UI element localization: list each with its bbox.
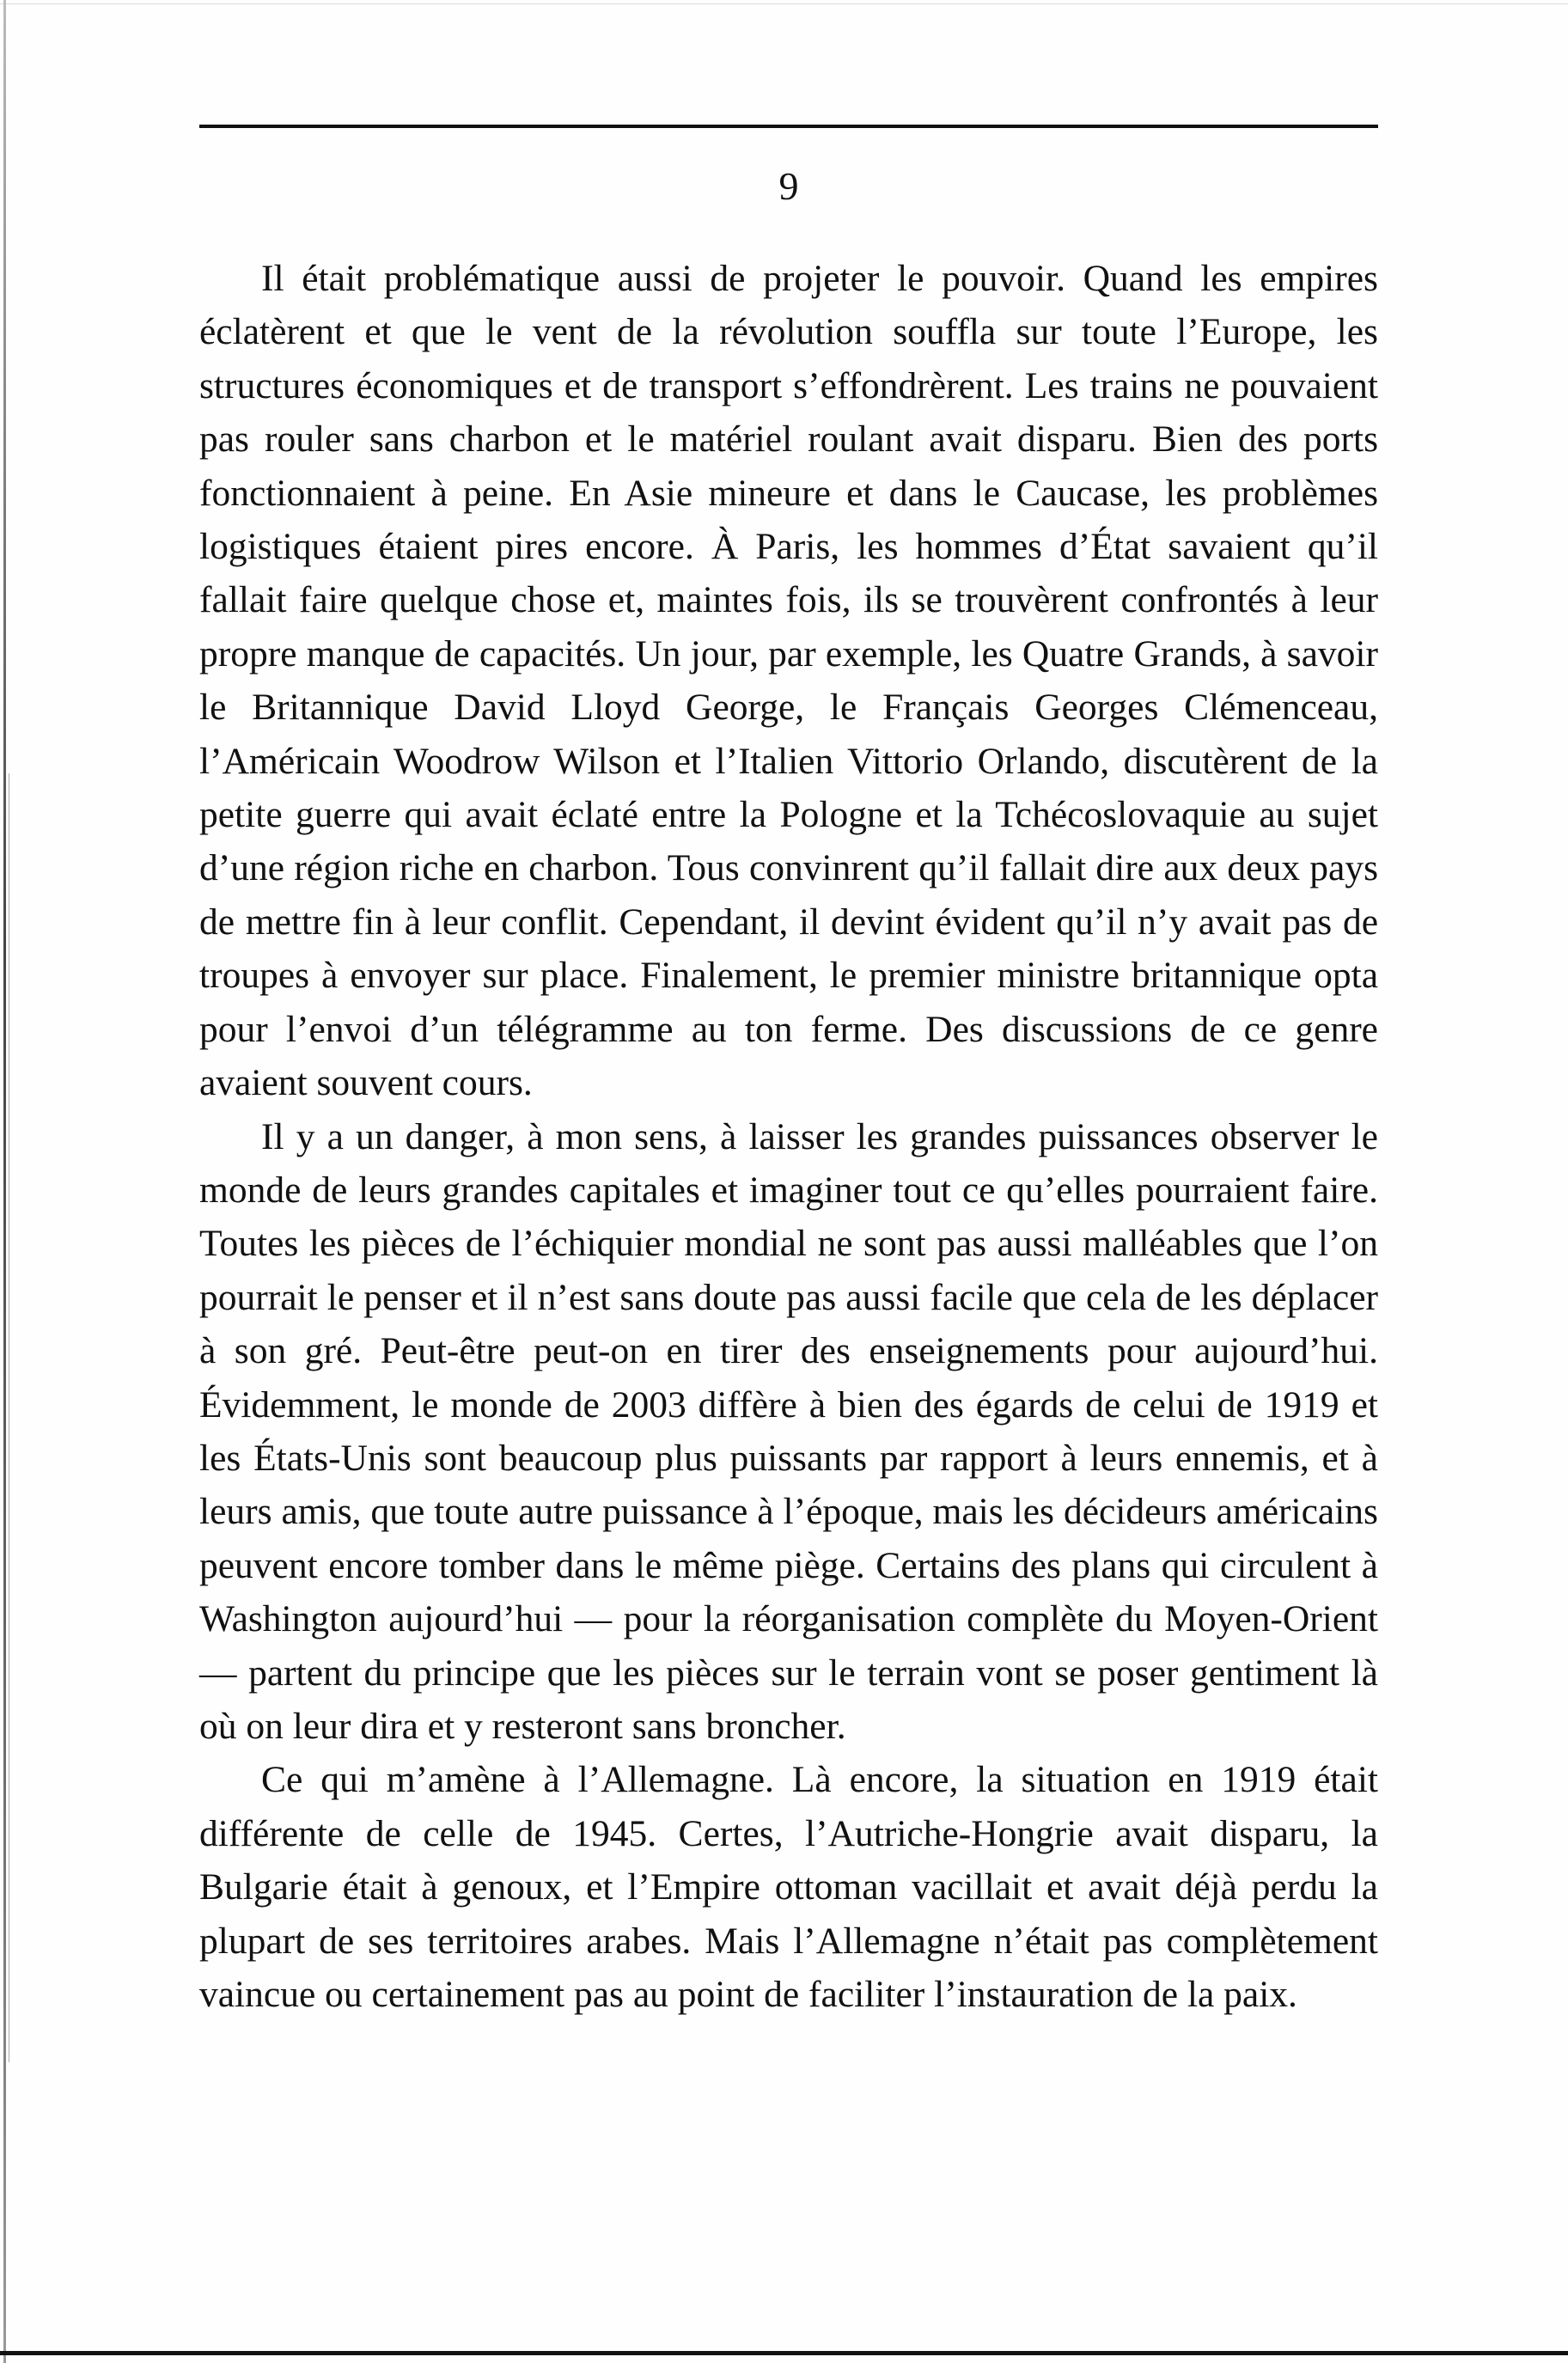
scan-binding-edge bbox=[3, 0, 6, 2363]
body-text bbox=[199, 252, 1378, 2021]
header-rule bbox=[199, 125, 1378, 128]
scan-bottom-edge bbox=[0, 2351, 1568, 2355]
paragraph-1: Il était problématique aussi de projeter le pouvoir. Quand les empires éclatèrent et que le vent de la révolution souffla sur toute l’Europe, les structures économiques et de transport s’effondrèrent. Les trains ne pouvaient pas rouler sans charbon et le matériel roulant avait disparu. Bien des ports fonctionnaient à peine. En Asie mineure et dans le Caucase, les problèmes logistiques étaient pires encore. À Paris, les hommes d’État savaient qu’il fallait faire quelque chose et, maintes fois, ils se trouvèrent confrontés à leur propre manque de capacités. Un jour, par exemple, les Quatre Grands, à savoir le Britannique David Lloyd George, le Français Georges Clémenceau, l’Américain Woodrow Wilson et l’Italien Vittorio Orlando, discutèrent de la petite guerre qui avait éclaté entre la Pologne et la Tchécoslovaquie au sujet d’une région riche en charbon. Tous convinrent qu’il fallait dire aux deux pays de mettre fin à leur conflit. Cependant, il devint évident qu’il n’y avait pas de troupes à envoyer sur place. Finalement, le premier ministre britannique opta pour l’envoi d’un télégramme au ton ferme. Des discussions de ce genre avaient souvent cours. bbox=[199, 258, 1378, 1104]
paragraph-3: Ce qui m’amène à l’Allemagne. Là encore, la situation en 1919 était différente de celle de 1945. Certes, l’Autriche-Hongrie avait disparu, la Bulgarie était à genoux, et l’Empire ottoman vacillait et avait déjà perdu la plupart de ses territoires arabes. Mais l’Allemagne n’était pas complètement vaincue ou certainement pas au point de faciliter l’instauration de la paix. bbox=[199, 1759, 1378, 2015]
paragraph-2: Il y a un danger, à mon sens, à laisser les grandes puissances observer le monde de leurs grandes capitales et imaginer tout ce qu’elles pourraient faire. Toutes les pièces de l’échiquier mondial ne sont pas aussi malléables que l’on pourrait le penser et il n’est sans doute pas aussi facile que cela de les déplacer à son gré. Peut-être peut-on en tirer des enseignements pour aujourd’hui. Évidemment, le monde de 2003 diffère à bien des égards de celui de 1919 et les États-Unis sont beaucoup plus puissants par rapport à leurs ennemis, et à leurs amis, que toute autre puissance à l’époque, mais les décideurs américains peuvent encore tomber dans le même piège. Certains des plans qui circulent à Washington aujourd’hui — pour la réorganisation complète du Moyen-Orient — partent du principe que les pièces sur le terrain vont se poser gentiment là où on leur dira et y resteront sans broncher. bbox=[199, 1115, 1378, 1747]
page-number: 9 bbox=[778, 164, 799, 208]
scan-top-edge bbox=[0, 3, 1568, 4]
